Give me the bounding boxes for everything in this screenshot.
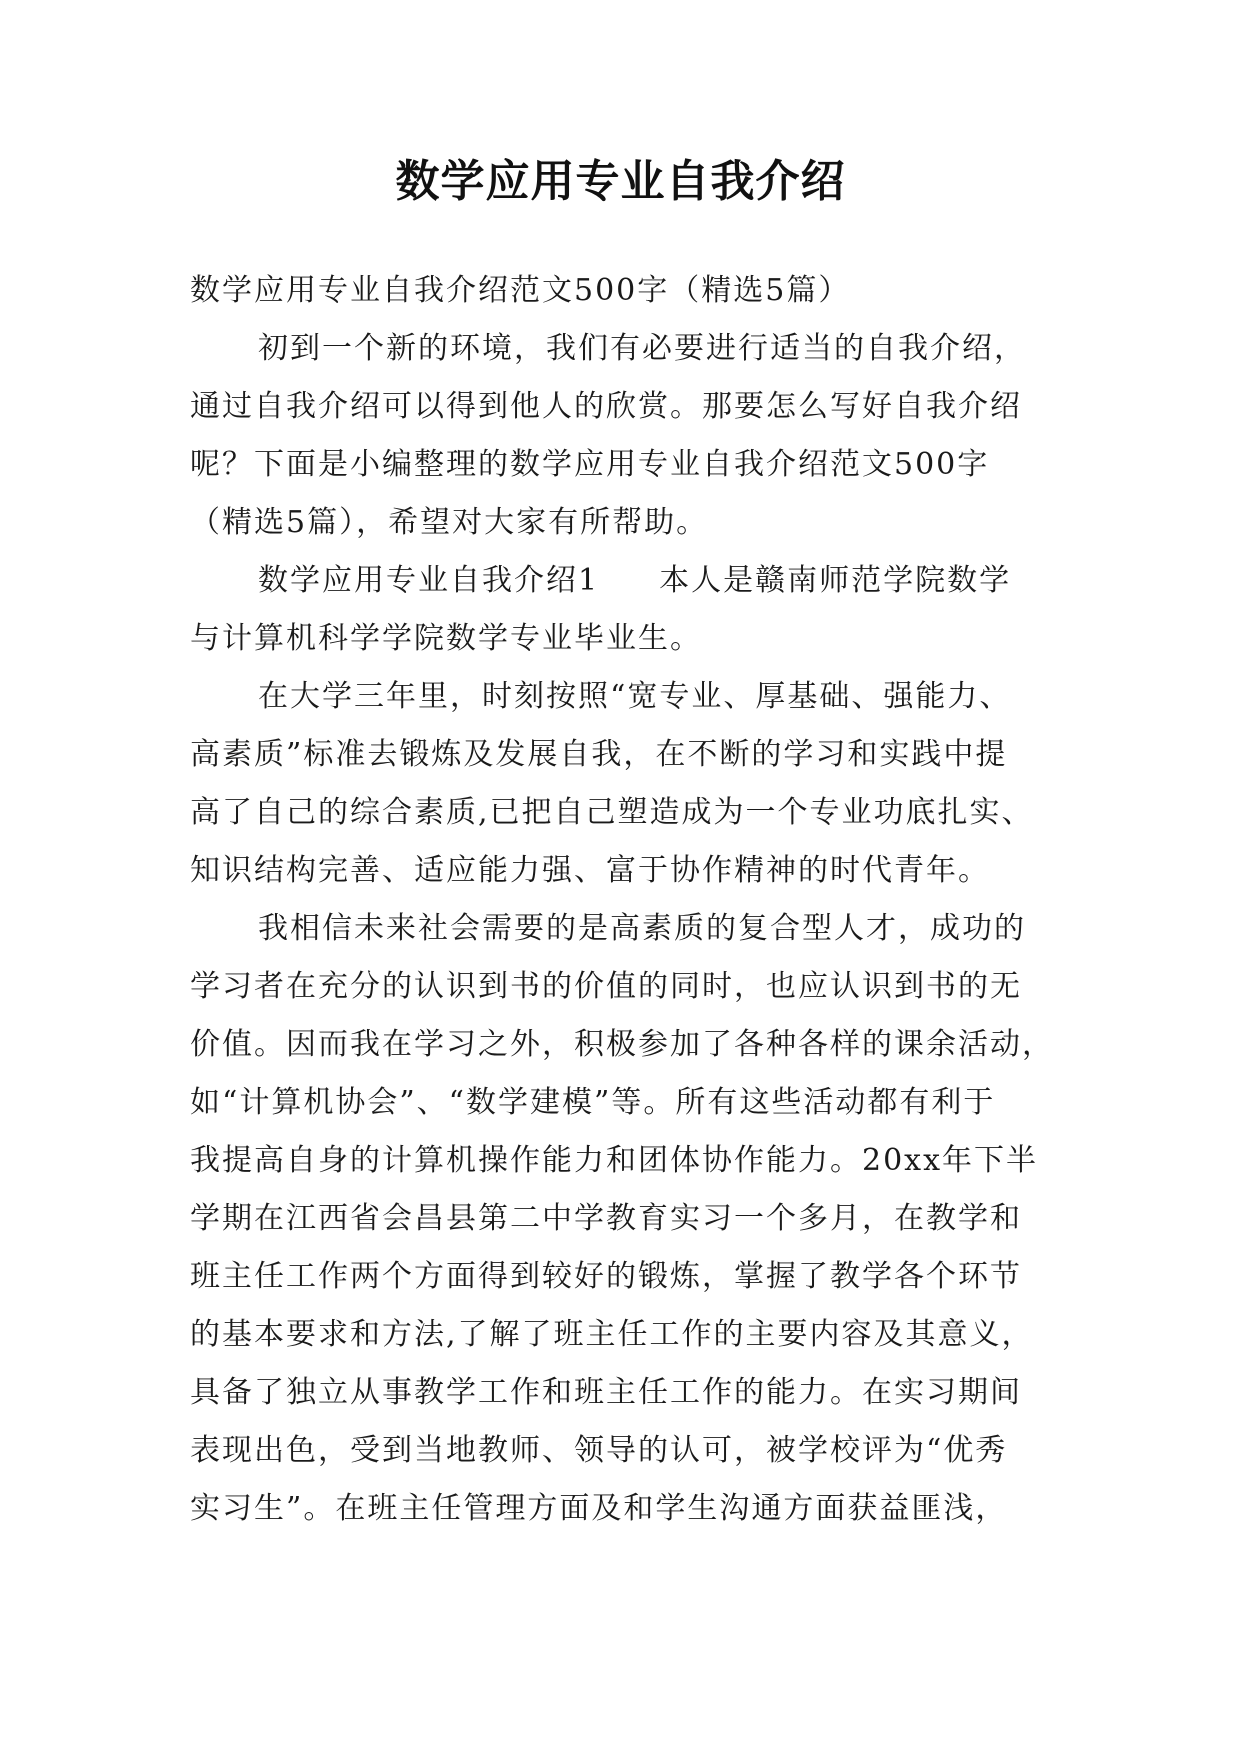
paragraph-line: 我提高自身的计算机操作能力和团体协作能力。20xx年下半 bbox=[190, 1143, 1039, 1178]
paragraph-line: 价值。因而我在学习之外，积极参加了各种各样的课余活动， bbox=[190, 1027, 1054, 1062]
paragraph-line: 的基本要求和方法,了解了班主任工作的主要内容及其意义， bbox=[190, 1317, 1034, 1352]
paragraph-line: 初到一个新的环境，我们有必要进行适当的自我介绍， bbox=[258, 331, 1026, 366]
paragraph-line: 与计算机科学学院数学专业毕业生。 bbox=[190, 621, 702, 656]
paragraph-line: 通过自我介绍可以得到他人的欣赏。那要怎么写好自我介绍 bbox=[190, 389, 1022, 424]
paragraph-line: （精选5篇），希望对大家有所帮助。 bbox=[190, 505, 709, 540]
section-heading: 数学应用专业自我介绍1 bbox=[258, 563, 600, 598]
document-body bbox=[190, 262, 1060, 1538]
paragraph-line: 表现出色，受到当地教师、领导的认可，被学校评为“优秀 bbox=[190, 1433, 1008, 1468]
paragraph-line: 知识结构完善、适应能力强、富于协作精神的时代青年。 bbox=[190, 853, 990, 888]
paragraph-line: 学习者在充分的认识到书的价值的同时，也应认识到书的无 bbox=[190, 969, 1022, 1004]
paragraph-line: 具备了独立从事教学工作和班主任工作的能力。在实习期间 bbox=[190, 1375, 1022, 1410]
paragraph-line: 呢？下面是小编整理的数学应用专业自我介绍范文500字 bbox=[190, 447, 990, 482]
paragraph-line: 如“计算机协会”、“数学建模”等。所有这些活动都有利于 bbox=[190, 1085, 996, 1120]
section-heading-line bbox=[190, 552, 1060, 610]
paragraph-line: 在大学三年里，时刻按照“宽专业、厚基础、强能力、 bbox=[258, 679, 1012, 714]
paragraph-text: 本人是赣南师范学院数学 bbox=[659, 563, 1012, 598]
paragraph-line: 高了自己的综合素质,已把自己塑造成为一个专业功底扎实、 bbox=[190, 795, 1034, 830]
paragraph-line: 高素质”标准去锻炼及发展自我，在不断的学习和实践中提 bbox=[190, 737, 1008, 772]
paragraph-line: 班主任工作两个方面得到较好的锻炼，掌握了教学各个环节 bbox=[190, 1259, 1022, 1294]
paragraph-line: 实习生”。在班主任管理方面及和学生沟通方面获益匪浅， bbox=[190, 1491, 1008, 1526]
subtitle-line: 数学应用专业自我介绍范文500字（精选5篇） bbox=[190, 273, 851, 308]
document-title: 数学应用专业自我介绍 bbox=[395, 156, 846, 207]
paragraph-line: 我相信未来社会需要的是高素质的复合型人才，成功的 bbox=[258, 911, 1026, 946]
paragraph-line: 学期在江西省会昌县第二中学教育实习一个多月，在教学和 bbox=[190, 1201, 1022, 1236]
